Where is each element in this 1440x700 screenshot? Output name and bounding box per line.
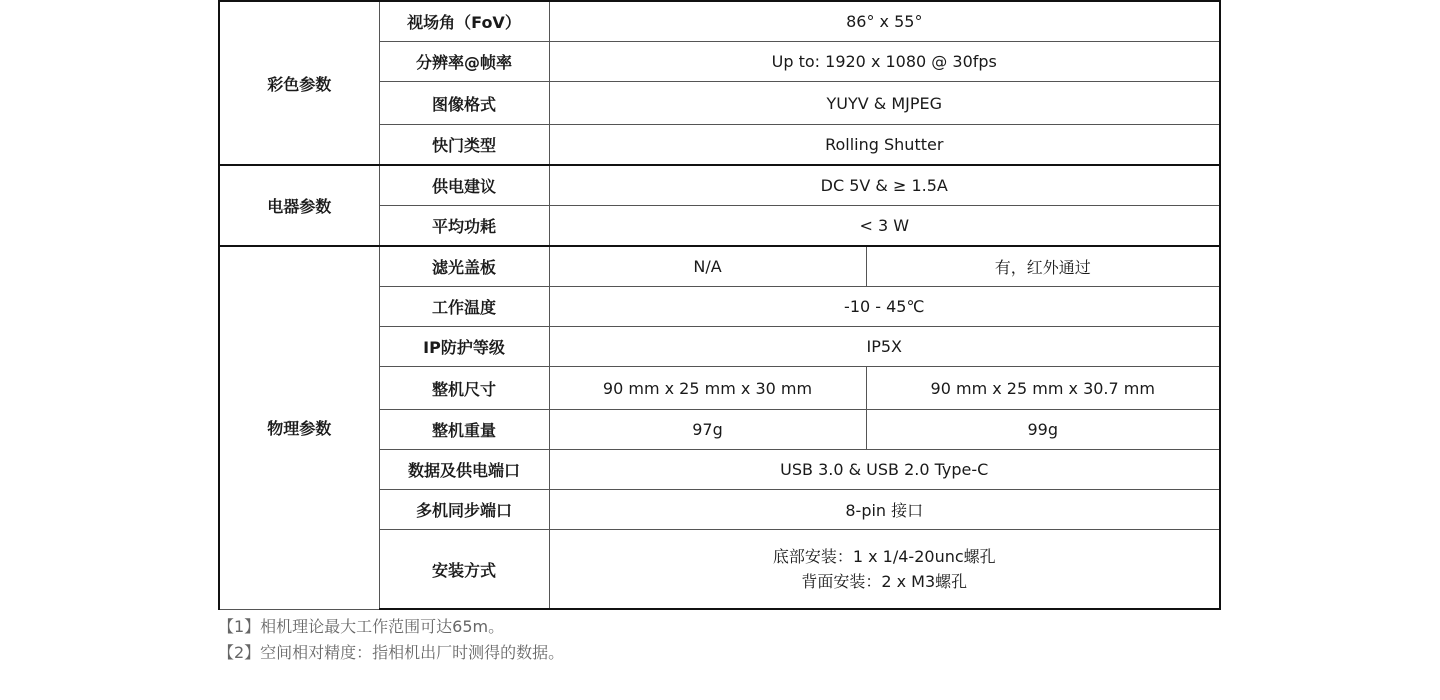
size-value-b: 90 mm x 25 mm x 30.7 mm xyxy=(866,367,1220,410)
shutter-label: 快门类型 xyxy=(379,125,549,166)
weight-label: 整机重量 xyxy=(379,410,549,450)
size-value-a: 90 mm x 25 mm x 30 mm xyxy=(549,367,866,410)
table-row xyxy=(219,165,1220,206)
size-label: 整机尺寸 xyxy=(379,367,549,410)
category-electrical: 电器参数 xyxy=(219,165,379,246)
power-supply-value: DC 5V & ≥ 1.5A xyxy=(549,165,1220,206)
power-avg-value: < 3 W xyxy=(549,206,1220,247)
mount-back: 背面安装：2 x M3螺孔 xyxy=(801,572,968,591)
power-avg-label: 平均功耗 xyxy=(379,206,549,247)
ip-label: IP防护等级 xyxy=(379,327,549,367)
data-port-label: 数据及供电端口 xyxy=(379,450,549,490)
temp-label: 工作温度 xyxy=(379,287,549,327)
shutter-value: Rolling Shutter xyxy=(549,125,1220,166)
category-color: 彩色参数 xyxy=(219,1,379,165)
ip-value: IP5X xyxy=(549,327,1220,367)
mount-bottom: 底部安装：1 x 1/4-20unc螺孔 xyxy=(772,547,996,566)
fov-label: 视场角（FoV） xyxy=(379,1,549,42)
table-row xyxy=(219,246,1220,287)
data-port-value: USB 3.0 & USB 2.0 Type-C xyxy=(549,450,1220,490)
footnote-2: 【2】空间相对精度：指相机出厂时测得的数据。 xyxy=(218,643,565,662)
category-physical: 物理参数 xyxy=(219,246,379,609)
filter-label: 滤光盖板 xyxy=(379,246,549,287)
mount-label: 安装方式 xyxy=(379,530,549,610)
weight-value-b: 99g xyxy=(866,410,1220,450)
format-value: YUYV & MJPEG xyxy=(549,82,1220,125)
weight-value-a: 97g xyxy=(549,410,866,450)
fov-value: 86° x 55° xyxy=(549,1,1220,42)
filter-value-a: N/A xyxy=(549,246,866,287)
sync-port-value: 8-pin 接口 xyxy=(549,490,1220,530)
sync-port-label: 多机同步端口 xyxy=(379,490,549,530)
table-row xyxy=(219,1,1220,42)
format-label: 图像格式 xyxy=(379,82,549,125)
resolution-value: Up to: 1920 x 1080 @ 30fps xyxy=(549,42,1220,82)
resolution-label: 分辨率@帧率 xyxy=(379,42,549,82)
footnotes xyxy=(218,614,564,666)
power-supply-label: 供电建议 xyxy=(379,165,549,206)
footnote-1: 【1】相机理论最大工作范围可达65m。 xyxy=(218,617,505,636)
filter-value-b: 有，红外通过 xyxy=(866,246,1220,287)
temp-value: -10 - 45℃ xyxy=(549,287,1220,327)
mount-value xyxy=(549,530,1220,610)
spec-table xyxy=(218,0,1221,610)
